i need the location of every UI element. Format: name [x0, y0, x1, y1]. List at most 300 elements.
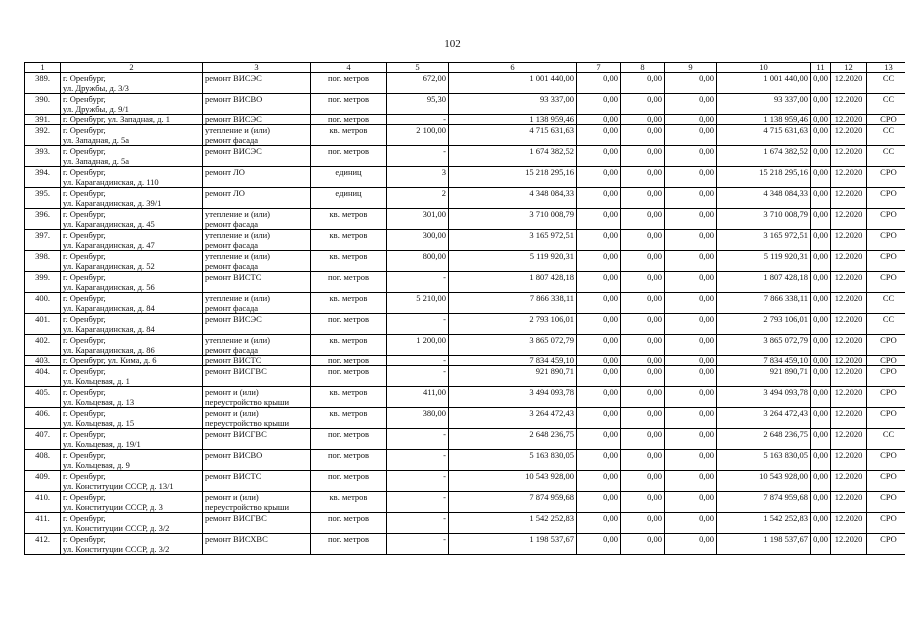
- fund-col11-cell: 0,00: [811, 513, 831, 534]
- fund-col9-cell: 0,00: [665, 230, 717, 251]
- total-cost-cell: 1 001 440,00: [449, 73, 577, 94]
- work-type-cell-line: переустройство крыши: [205, 502, 290, 512]
- fund-col11-cell: 0,00: [811, 408, 831, 429]
- fund-col11-cell: 0,00: [811, 534, 831, 555]
- address-cell-line: ул. Карагандинская, д. 56: [63, 282, 155, 292]
- fund-col8-cell: 0,00: [621, 314, 665, 335]
- work-type-cell: [203, 94, 311, 115]
- address-cell: [61, 314, 203, 335]
- fund-col7-cell: 0,00: [577, 356, 621, 366]
- unit-cell: кв. метров: [311, 209, 387, 230]
- method-cell: СРО: [867, 471, 905, 492]
- address-cell-line: ул. Кольцевая, д. 13: [63, 397, 135, 407]
- work-type-cell-line: ремонт ВИСЭС: [205, 146, 262, 156]
- address-cell: [61, 167, 203, 188]
- fund-col7-cell: 0,00: [577, 188, 621, 209]
- completion-date-cell: 12.2020: [831, 471, 867, 492]
- address-cell-line: ул. Западная, д. 5а: [63, 156, 130, 166]
- table-row: [25, 513, 905, 534]
- completion-date-cell: 12.2020: [831, 513, 867, 534]
- fund-col8-cell: 0,00: [621, 115, 665, 125]
- quantity-cell: 672,00: [387, 73, 449, 94]
- quantity-cell: -: [387, 272, 449, 293]
- work-type-cell-line: ремонт фасада: [205, 135, 259, 145]
- method-cell: СС: [867, 146, 905, 167]
- address-cell-line: ул. Дружбы, д. 9/1: [63, 104, 129, 114]
- address-cell: [61, 513, 203, 534]
- method-cell: СРО: [867, 167, 905, 188]
- work-type-cell-line: ремонт ВИСВО: [205, 450, 263, 460]
- row-number: 399.: [25, 272, 61, 293]
- work-type-cell: [203, 209, 311, 230]
- fund-col8-cell: 0,00: [621, 429, 665, 450]
- address-cell-line: г. Оренбург,: [63, 94, 106, 104]
- fund-col8-cell: 0,00: [621, 534, 665, 555]
- method-cell: СРО: [867, 251, 905, 272]
- total-cost-cell: 1 138 959,46: [449, 115, 577, 125]
- address-cell-line: г. Оренбург, ул. Западная, д. 1: [63, 114, 171, 124]
- quantity-cell: 2 100,00: [387, 125, 449, 146]
- work-type-cell-line: ремонт ВИСГВС: [205, 429, 267, 439]
- unit-cell: пог. метров: [311, 94, 387, 115]
- method-cell: СРО: [867, 335, 905, 356]
- address-cell-line: г. Оренбург,: [63, 272, 106, 282]
- method-cell: СС: [867, 429, 905, 450]
- work-type-cell-line: ремонт и (или): [205, 492, 259, 502]
- address-cell: [61, 94, 203, 115]
- address-cell-line: ул. Конституции СССР, д. 3/2: [63, 523, 170, 533]
- unit-cell: пог. метров: [311, 429, 387, 450]
- address-cell-line: ул. Карагандинская, д. 84: [63, 324, 155, 334]
- fund-col7-cell: 0,00: [577, 492, 621, 513]
- row-number: 410.: [25, 492, 61, 513]
- fund-col10-cell: 15 218 295,16: [717, 167, 811, 188]
- work-type-cell: [203, 366, 311, 387]
- row-number: 397.: [25, 230, 61, 251]
- unit-cell: пог. метров: [311, 513, 387, 534]
- fund-col10-cell: 4 348 084,33: [717, 188, 811, 209]
- address-cell-line: г. Оренбург,: [63, 513, 106, 523]
- table-row: [25, 471, 905, 492]
- fund-col8-cell: 0,00: [621, 188, 665, 209]
- row-number: 412.: [25, 534, 61, 555]
- table-row: [25, 293, 905, 314]
- fund-col10-cell: 7 874 959,68: [717, 492, 811, 513]
- fund-col10-cell: 3 710 008,79: [717, 209, 811, 230]
- fund-col8-cell: 0,00: [621, 73, 665, 94]
- unit-cell: кв. метров: [311, 125, 387, 146]
- fund-col9-cell: 0,00: [665, 188, 717, 209]
- work-type-cell-line: ремонт фасада: [205, 303, 259, 313]
- fund-col7-cell: 0,00: [577, 115, 621, 125]
- fund-col9-cell: 0,00: [665, 251, 717, 272]
- work-type-cell: [203, 492, 311, 513]
- address-cell-line: г. Оренбург,: [63, 230, 106, 240]
- address-cell: [61, 293, 203, 314]
- quantity-cell: -: [387, 429, 449, 450]
- unit-cell: пог. метров: [311, 115, 387, 125]
- method-cell: СС: [867, 125, 905, 146]
- fund-col8-cell: 0,00: [621, 335, 665, 356]
- fund-col9-cell: 0,00: [665, 272, 717, 293]
- completion-date-cell: 12.2020: [831, 387, 867, 408]
- method-cell: СРО: [867, 513, 905, 534]
- table-row: [25, 429, 905, 450]
- quantity-cell: -: [387, 450, 449, 471]
- work-type-cell-line: переустройство крыши: [205, 418, 290, 428]
- work-type-cell: [203, 471, 311, 492]
- fund-col10-cell: 921 890,71: [717, 366, 811, 387]
- method-cell: СРО: [867, 356, 905, 366]
- unit-cell: кв. метров: [311, 408, 387, 429]
- unit-cell: пог. метров: [311, 366, 387, 387]
- fund-col7-cell: 0,00: [577, 314, 621, 335]
- total-cost-cell: 3 710 008,79: [449, 209, 577, 230]
- fund-col7-cell: 0,00: [577, 251, 621, 272]
- table-row: [25, 534, 905, 555]
- work-type-cell-line: ремонт ВИСГВС: [205, 366, 267, 376]
- work-type-cell: [203, 125, 311, 146]
- table-row: [25, 356, 905, 366]
- row-number: 389.: [25, 73, 61, 94]
- table-row: [25, 94, 905, 115]
- address-cell-line: ул. Карагандинская, д. 45: [63, 219, 155, 229]
- table-row: [25, 146, 905, 167]
- completion-date-cell: 12.2020: [831, 230, 867, 251]
- work-type-cell-line: ремонт ВИСЭС: [205, 314, 262, 324]
- quantity-cell: -: [387, 492, 449, 513]
- work-type-cell: [203, 408, 311, 429]
- address-cell-line: г. Оренбург,: [63, 408, 106, 418]
- unit-cell: кв. метров: [311, 387, 387, 408]
- fund-col11-cell: 0,00: [811, 356, 831, 366]
- work-type-cell-line: ремонт и (или): [205, 387, 259, 397]
- method-cell: СС: [867, 314, 905, 335]
- work-type-cell-line: ремонт фасада: [205, 219, 259, 229]
- fund-col8-cell: 0,00: [621, 230, 665, 251]
- address-cell-line: г. Оренбург,: [63, 125, 106, 135]
- fund-col9-cell: 0,00: [665, 513, 717, 534]
- table-body: [25, 73, 905, 555]
- fund-col10-cell: 4 715 631,63: [717, 125, 811, 146]
- fund-col8-cell: 0,00: [621, 408, 665, 429]
- row-number: 392.: [25, 125, 61, 146]
- row-number: 401.: [25, 314, 61, 335]
- fund-col10-cell: 3 865 072,79: [717, 335, 811, 356]
- work-type-cell-line: утепление и (или): [205, 251, 270, 261]
- fund-col10-cell: 1 807 428,18: [717, 272, 811, 293]
- total-cost-cell: 3 494 093,78: [449, 387, 577, 408]
- fund-col9-cell: 0,00: [665, 293, 717, 314]
- address-cell: [61, 492, 203, 513]
- address-cell-line: г. Оренбург,: [63, 335, 106, 345]
- address-cell-line: ул. Карагандинская, д. 86: [63, 345, 155, 355]
- work-type-cell: [203, 73, 311, 94]
- address-cell-line: г. Оренбург, ул. Кима, д. 6: [63, 355, 157, 365]
- fund-col9-cell: 0,00: [665, 492, 717, 513]
- method-cell: СРО: [867, 387, 905, 408]
- address-cell-line: г. Оренбург,: [63, 209, 106, 219]
- method-cell: СРО: [867, 408, 905, 429]
- address-cell: [61, 73, 203, 94]
- fund-col9-cell: 0,00: [665, 335, 717, 356]
- fund-col10-cell: 1 138 959,46: [717, 115, 811, 125]
- total-cost-cell: 10 543 928,00: [449, 471, 577, 492]
- completion-date-cell: 12.2020: [831, 366, 867, 387]
- fund-col11-cell: 0,00: [811, 209, 831, 230]
- table-row: [25, 230, 905, 251]
- fund-col8-cell: 0,00: [621, 146, 665, 167]
- completion-date-cell: 12.2020: [831, 408, 867, 429]
- fund-col7-cell: 0,00: [577, 272, 621, 293]
- address-cell-line: ул. Карагандинская, д. 47: [63, 240, 155, 250]
- address-cell: [61, 387, 203, 408]
- address-cell-line: ул. Дружбы, д. 3/3: [63, 83, 129, 93]
- total-cost-cell: 5 119 920,31: [449, 251, 577, 272]
- work-type-cell: [203, 450, 311, 471]
- column-header-6: 6: [449, 63, 577, 73]
- address-cell-line: ул. Кольцевая, д. 1: [63, 376, 130, 386]
- work-type-cell-line: переустройство крыши: [205, 397, 290, 407]
- address-cell: [61, 272, 203, 293]
- quantity-cell: -: [387, 534, 449, 555]
- fund-col9-cell: 0,00: [665, 146, 717, 167]
- fund-col11-cell: 0,00: [811, 73, 831, 94]
- work-type-cell-line: ремонт фасада: [205, 240, 259, 250]
- work-type-cell: [203, 272, 311, 293]
- fund-col11-cell: 0,00: [811, 366, 831, 387]
- fund-col11-cell: 0,00: [811, 146, 831, 167]
- row-number: 400.: [25, 293, 61, 314]
- address-cell-line: г. Оренбург,: [63, 471, 106, 481]
- column-header-10: 10: [717, 63, 811, 73]
- work-type-cell: [203, 293, 311, 314]
- fund-col11-cell: 0,00: [811, 115, 831, 125]
- fund-col8-cell: 0,00: [621, 167, 665, 188]
- column-header-11: 11: [811, 63, 831, 73]
- unit-cell: пог. метров: [311, 450, 387, 471]
- table-row: [25, 335, 905, 356]
- fund-col11-cell: 0,00: [811, 188, 831, 209]
- fund-col9-cell: 0,00: [665, 209, 717, 230]
- method-cell: СРО: [867, 115, 905, 125]
- table-row: [25, 188, 905, 209]
- address-cell-line: г. Оренбург,: [63, 167, 106, 177]
- fund-col7-cell: 0,00: [577, 94, 621, 115]
- quantity-cell: -: [387, 314, 449, 335]
- address-cell: [61, 115, 203, 125]
- row-number: 395.: [25, 188, 61, 209]
- address-cell: [61, 335, 203, 356]
- total-cost-cell: 4 348 084,33: [449, 188, 577, 209]
- row-number: 390.: [25, 94, 61, 115]
- fund-col9-cell: 0,00: [665, 450, 717, 471]
- work-type-cell-line: утепление и (или): [205, 209, 270, 219]
- work-type-cell-line: ремонт ВИСХВС: [205, 534, 268, 544]
- address-cell: [61, 450, 203, 471]
- fund-col7-cell: 0,00: [577, 125, 621, 146]
- fund-col11-cell: 0,00: [811, 492, 831, 513]
- table-row: [25, 73, 905, 94]
- table-header: [25, 63, 905, 73]
- completion-date-cell: 12.2020: [831, 314, 867, 335]
- address-cell: [61, 209, 203, 230]
- address-cell-line: ул. Карагандинская, д. 39/1: [63, 198, 162, 208]
- address-cell-line: г. Оренбург,: [63, 146, 106, 156]
- fund-col11-cell: 0,00: [811, 387, 831, 408]
- table-row: [25, 167, 905, 188]
- method-cell: СРО: [867, 492, 905, 513]
- total-cost-cell: 1 198 537,67: [449, 534, 577, 555]
- column-header-8: 8: [621, 63, 665, 73]
- unit-cell: пог. метров: [311, 356, 387, 366]
- fund-col7-cell: 0,00: [577, 534, 621, 555]
- quantity-cell: -: [387, 356, 449, 366]
- address-cell: [61, 366, 203, 387]
- fund-col7-cell: 0,00: [577, 209, 621, 230]
- fund-col8-cell: 0,00: [621, 251, 665, 272]
- total-cost-cell: 1 807 428,18: [449, 272, 577, 293]
- fund-col7-cell: 0,00: [577, 471, 621, 492]
- work-type-cell-line: ремонт и (или): [205, 408, 259, 418]
- table-row: [25, 314, 905, 335]
- work-type-cell: [203, 513, 311, 534]
- quantity-cell: 95,30: [387, 94, 449, 115]
- fund-col9-cell: 0,00: [665, 73, 717, 94]
- method-cell: СС: [867, 293, 905, 314]
- column-header-1: 1: [25, 63, 61, 73]
- fund-col9-cell: 0,00: [665, 471, 717, 492]
- address-cell: [61, 471, 203, 492]
- total-cost-cell: 1 674 382,52: [449, 146, 577, 167]
- address-cell-line: г. Оренбург,: [63, 534, 106, 544]
- work-type-cell: [203, 251, 311, 272]
- total-cost-cell: 2 793 106,01: [449, 314, 577, 335]
- address-cell-line: г. Оренбург,: [63, 492, 106, 502]
- unit-cell: кв. метров: [311, 492, 387, 513]
- row-number: 396.: [25, 209, 61, 230]
- fund-col10-cell: 7 834 459,10: [717, 356, 811, 366]
- table-row: [25, 209, 905, 230]
- table-row: [25, 492, 905, 513]
- work-type-cell-line: ремонт фасада: [205, 261, 259, 271]
- fund-col11-cell: 0,00: [811, 450, 831, 471]
- completion-date-cell: 12.2020: [831, 209, 867, 230]
- quantity-cell: 800,00: [387, 251, 449, 272]
- fund-col8-cell: 0,00: [621, 513, 665, 534]
- unit-cell: пог. метров: [311, 272, 387, 293]
- quantity-cell: 300,00: [387, 230, 449, 251]
- fund-col10-cell: 1 001 440,00: [717, 73, 811, 94]
- work-type-cell: [203, 429, 311, 450]
- work-type-cell-line: ремонт ВИСТС: [205, 355, 262, 365]
- address-cell-line: ул. Конституции СССР, д. 3/2: [63, 544, 170, 554]
- work-type-cell-line: утепление и (или): [205, 335, 270, 345]
- fund-col11-cell: 0,00: [811, 335, 831, 356]
- quantity-cell: 380,00: [387, 408, 449, 429]
- total-cost-cell: 1 542 252,83: [449, 513, 577, 534]
- method-cell: СРО: [867, 272, 905, 293]
- fund-col9-cell: 0,00: [665, 408, 717, 429]
- row-number: 411.: [25, 513, 61, 534]
- fund-col10-cell: 2 648 236,75: [717, 429, 811, 450]
- work-type-cell-line: утепление и (или): [205, 293, 270, 303]
- address-cell-line: г. Оренбург,: [63, 429, 106, 439]
- fund-col7-cell: 0,00: [577, 429, 621, 450]
- method-cell: СРО: [867, 230, 905, 251]
- address-cell-line: ул. Конституции СССР, д. 13/1: [63, 481, 174, 491]
- fund-col7-cell: 0,00: [577, 450, 621, 471]
- work-type-cell-line: ремонт ВИСТС: [205, 471, 262, 481]
- address-cell-line: ул. Западная, д. 5а: [63, 135, 130, 145]
- address-cell-line: ул. Карагандинская, д. 110: [63, 177, 159, 187]
- work-type-cell: [203, 387, 311, 408]
- fund-col8-cell: 0,00: [621, 356, 665, 366]
- completion-date-cell: 12.2020: [831, 534, 867, 555]
- address-cell-line: ул. Конституции СССР, д. 3: [63, 502, 163, 512]
- row-number: 391.: [25, 115, 61, 125]
- total-cost-cell: 7 874 959,68: [449, 492, 577, 513]
- total-cost-cell: 4 715 631,63: [449, 125, 577, 146]
- register-table: [24, 62, 905, 555]
- work-type-cell: [203, 534, 311, 555]
- column-header-5: 5: [387, 63, 449, 73]
- fund-col8-cell: 0,00: [621, 492, 665, 513]
- quantity-cell: 2: [387, 188, 449, 209]
- fund-col11-cell: 0,00: [811, 125, 831, 146]
- fund-col10-cell: 1 198 537,67: [717, 534, 811, 555]
- work-type-cell: [203, 167, 311, 188]
- work-type-cell: [203, 188, 311, 209]
- address-cell-line: ул. Карагандинская, д. 84: [63, 303, 155, 313]
- fund-col7-cell: 0,00: [577, 146, 621, 167]
- fund-col10-cell: 5 163 830,05: [717, 450, 811, 471]
- method-cell: СС: [867, 73, 905, 94]
- address-cell: [61, 534, 203, 555]
- row-number: 407.: [25, 429, 61, 450]
- unit-cell: пог. метров: [311, 534, 387, 555]
- fund-col8-cell: 0,00: [621, 471, 665, 492]
- table-row: [25, 115, 905, 125]
- total-cost-cell: 5 163 830,05: [449, 450, 577, 471]
- fund-col9-cell: 0,00: [665, 167, 717, 188]
- fund-col7-cell: 0,00: [577, 387, 621, 408]
- fund-col9-cell: 0,00: [665, 534, 717, 555]
- fund-col11-cell: 0,00: [811, 251, 831, 272]
- fund-col7-cell: 0,00: [577, 366, 621, 387]
- quantity-cell: -: [387, 471, 449, 492]
- quantity-cell: 1 200,00: [387, 335, 449, 356]
- fund-col11-cell: 0,00: [811, 293, 831, 314]
- address-cell-line: г. Оренбург,: [63, 73, 106, 83]
- unit-cell: пог. метров: [311, 314, 387, 335]
- fund-col8-cell: 0,00: [621, 387, 665, 408]
- work-type-cell-line: ремонт ВИСЭС: [205, 114, 262, 124]
- completion-date-cell: 12.2020: [831, 146, 867, 167]
- quantity-cell: 3: [387, 167, 449, 188]
- address-cell-line: г. Оренбург,: [63, 251, 106, 261]
- quantity-cell: -: [387, 115, 449, 125]
- row-number: 393.: [25, 146, 61, 167]
- work-type-cell-line: ремонт ЛО: [205, 167, 245, 177]
- fund-col10-cell: 3 494 093,78: [717, 387, 811, 408]
- completion-date-cell: 12.2020: [831, 167, 867, 188]
- fund-col7-cell: 0,00: [577, 230, 621, 251]
- unit-cell: пог. метров: [311, 146, 387, 167]
- table-row: [25, 251, 905, 272]
- address-cell: [61, 429, 203, 450]
- quantity-cell: -: [387, 366, 449, 387]
